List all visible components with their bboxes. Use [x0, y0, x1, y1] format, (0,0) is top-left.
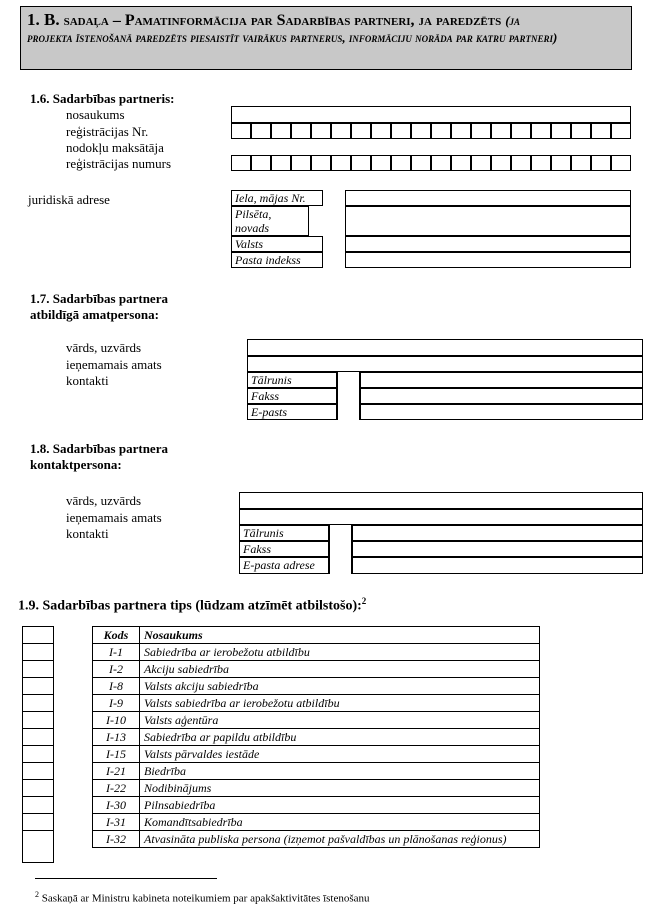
type-code: I-31 [93, 814, 140, 831]
digit-cell[interactable] [511, 123, 531, 139]
addr-country-field[interactable] [345, 236, 631, 252]
addr-postal-field[interactable] [345, 252, 631, 268]
type-name: Valsts pārvaldes iestāde [140, 746, 540, 763]
digit-cell[interactable] [331, 155, 351, 171]
s18-fields[interactable] [239, 492, 643, 525]
type-code: I-13 [93, 729, 140, 746]
type-checkbox[interactable] [23, 797, 54, 814]
footnote [35, 890, 370, 905]
addr-city-label: Pilsēta, novads [231, 206, 309, 236]
digit-cell[interactable] [371, 155, 391, 171]
s16-tax-label-1: nodokļu maksātāja [66, 140, 164, 155]
s18-fax-field[interactable] [352, 541, 643, 557]
digit-cell[interactable] [511, 155, 531, 171]
type-code: I-15 [93, 746, 140, 763]
digit-cell[interactable] [471, 155, 491, 171]
type-checkbox[interactable] [23, 746, 54, 763]
digit-cell[interactable] [271, 155, 291, 171]
table-row [93, 797, 540, 814]
digit-cell[interactable] [231, 155, 251, 171]
s18-phone-label: Tālrunis [239, 525, 329, 541]
digit-cell[interactable] [371, 123, 391, 139]
addr-country-label: Valsts [231, 236, 323, 252]
s17-phone-label: Tālrunis [247, 372, 337, 388]
type-name: Biedrība [140, 763, 540, 780]
addr-street-label: Iela, mājas Nr. [231, 190, 323, 206]
digit-cell[interactable] [291, 155, 311, 171]
table-row [93, 661, 540, 678]
addr-street-field[interactable] [345, 190, 631, 206]
s18-position-label: ieņemamais amats [66, 510, 162, 525]
s17-email-label: E-pasts [247, 404, 337, 420]
type-checkbox[interactable] [23, 729, 54, 746]
s17-phone-field[interactable] [360, 372, 643, 388]
digit-cell[interactable] [611, 155, 631, 171]
s17-email-field[interactable] [360, 404, 643, 420]
digit-cell[interactable] [531, 123, 551, 139]
type-name: Pilnsabiedrība [140, 797, 540, 814]
col-name-header: Nosaukums [140, 627, 540, 644]
digit-cell[interactable] [391, 123, 411, 139]
s17-fax-field[interactable] [360, 388, 643, 404]
s18-contacts-label: kontakti [66, 526, 109, 541]
table-row [93, 712, 540, 729]
s19-title [18, 593, 366, 615]
s17-spacer [337, 372, 360, 420]
type-code: I-2 [93, 661, 140, 678]
type-checkbox[interactable] [23, 644, 54, 661]
digit-cell[interactable] [331, 123, 351, 139]
col-code-header: Kods [93, 627, 140, 644]
type-name: Valsts aģentūra [140, 712, 540, 729]
digit-cell[interactable] [551, 123, 571, 139]
table-row [93, 780, 540, 797]
table-row [93, 644, 540, 661]
type-checkbox[interactable] [23, 712, 54, 729]
digit-cell[interactable] [311, 155, 331, 171]
s17-contacts-label: kontakti [66, 373, 109, 388]
footnote-mark: 2 [35, 890, 39, 899]
type-checkbox[interactable] [23, 678, 54, 695]
s17-title-1: 1.7. Sadarbības partnera [30, 291, 168, 306]
s18-email-label: E-pasta adrese [239, 557, 329, 574]
section-note: projekta īstenošanā paredzēts piesaistīt vairākus partnerus, informāciju norāda par katru partneri) [27, 30, 558, 45]
table-row [93, 831, 540, 848]
s18-spacer [329, 525, 352, 574]
s17-name-field[interactable] [247, 339, 643, 356]
s17-position-label: ieņemamais amats [66, 357, 162, 372]
s16-title: 1.6. Sadarbības partneris: [30, 91, 175, 106]
digit-cell[interactable] [611, 123, 631, 139]
digit-cell[interactable] [411, 155, 431, 171]
s18-position-field[interactable] [239, 509, 643, 525]
type-code: I-10 [93, 712, 140, 729]
s16-address-inputs[interactable] [345, 190, 631, 268]
type-name: Akciju sabiedrība [140, 661, 540, 678]
digit-cell[interactable] [451, 123, 471, 139]
digit-cell[interactable] [471, 123, 491, 139]
s16-address-labels [231, 190, 323, 268]
s18-fax-label: Fakss [239, 541, 329, 557]
type-name: Valsts akciju sabiedrība [140, 678, 540, 695]
digit-cell[interactable] [411, 123, 431, 139]
addr-city-field[interactable] [345, 206, 631, 236]
type-code: I-21 [93, 763, 140, 780]
digit-cell[interactable] [591, 123, 611, 139]
type-code: I-30 [93, 797, 140, 814]
footnote-text: Saskaņā ar Ministru kabineta noteikumiem par apakšaktivitātes īstenošanu [41, 892, 370, 905]
digit-cell[interactable] [451, 155, 471, 171]
digit-cell[interactable] [351, 155, 371, 171]
digit-cell[interactable] [431, 123, 451, 139]
type-checkbox[interactable] [23, 763, 54, 780]
digit-cell[interactable] [231, 123, 251, 139]
s16-reg-cells[interactable] [231, 123, 631, 139]
type-name: Nodibinājums [140, 780, 540, 797]
digit-cell[interactable] [311, 123, 331, 139]
type-code: I-9 [93, 695, 140, 712]
digit-cell[interactable] [351, 123, 371, 139]
table-row [93, 746, 540, 763]
s19-checkbox-column[interactable] [22, 626, 54, 863]
s18-name-label: vārds, uzvārds [66, 493, 142, 508]
s18-email-field[interactable] [352, 557, 643, 574]
s17-contact-inputs[interactable] [360, 372, 643, 420]
s18-phone-field[interactable] [352, 525, 643, 541]
s16-name-label: nosaukums [66, 107, 125, 122]
digit-cell[interactable] [491, 155, 511, 171]
type-code: I-8 [93, 678, 140, 695]
s18-contact-inputs[interactable] [352, 525, 643, 574]
s19-title-text: 1.9. Sadarbības partnera tips (lūdzam atzīmēt atbilstošo): [18, 598, 362, 614]
s17-title-2: atbildīgā amatpersona: [30, 307, 159, 322]
type-name: Sabiedrība ar papildu atbildību [140, 729, 540, 746]
s19-type-table [92, 626, 540, 848]
s16-address-label: juridiskā adrese [28, 192, 110, 207]
section-header [20, 6, 632, 70]
s17-fax-label: Fakss [247, 388, 337, 404]
table-row [93, 678, 540, 695]
type-code: I-32 [93, 831, 140, 848]
addr-postal-label: Pasta indekss [231, 252, 323, 268]
s19-footnote-ref: 2 [361, 596, 367, 606]
digit-cell[interactable] [291, 123, 311, 139]
digit-cell[interactable] [251, 123, 271, 139]
table-row [93, 814, 540, 831]
digit-cell[interactable] [531, 155, 551, 171]
digit-cell[interactable] [551, 155, 571, 171]
s16-tax-cells[interactable] [231, 155, 631, 171]
digit-cell[interactable] [591, 155, 611, 171]
s18-title-2: kontaktpersona: [30, 457, 122, 472]
s17-name-label: vārds, uzvārds [66, 340, 142, 355]
type-checkbox[interactable] [23, 661, 54, 678]
digit-cell[interactable] [391, 155, 411, 171]
section-title: sadaļa – Pamatinformācija par Sadarbības partneri, ja paredzēts [63, 12, 502, 29]
table-row [93, 763, 540, 780]
digit-cell[interactable] [571, 155, 591, 171]
type-code: I-1 [93, 644, 140, 661]
type-checkbox[interactable] [23, 831, 54, 863]
table-row [93, 729, 540, 746]
type-name: Atvasināta publiska persona (izņemot pašvaldības un plānošanas reģionus) [140, 831, 540, 848]
type-checkbox[interactable] [23, 780, 54, 797]
section-number: 1. B. [27, 10, 60, 29]
type-checkbox[interactable] [23, 814, 54, 831]
footnote-divider [35, 878, 217, 879]
type-code: I-22 [93, 780, 140, 797]
digit-cell[interactable] [571, 123, 591, 139]
type-name: Sabiedrība ar ierobežotu atbildību [140, 644, 540, 661]
digit-cell[interactable] [271, 123, 291, 139]
s17-contact-labels [247, 372, 337, 420]
s18-title-1: 1.8. Sadarbības partnera [30, 441, 168, 456]
table-row [93, 695, 540, 712]
s16-reg-label: reģistrācijas Nr. [66, 124, 149, 139]
s16-name-field[interactable] [231, 106, 631, 123]
digit-cell[interactable] [251, 155, 271, 171]
checkbox-header-cell [23, 627, 54, 644]
type-checkbox[interactable] [23, 695, 54, 712]
section-note-start: (ja [505, 13, 521, 28]
table-header-row [93, 627, 540, 644]
s17-position-field[interactable] [247, 356, 643, 372]
digit-cell[interactable] [431, 155, 451, 171]
s16-tax-label-2: reģistrācijas numurs [66, 156, 172, 171]
s18-name-field[interactable] [239, 492, 643, 509]
type-name: Komandītsabiedrība [140, 814, 540, 831]
s18-contact-labels [239, 525, 329, 574]
digit-cell[interactable] [491, 123, 511, 139]
s17-fields[interactable] [247, 339, 643, 372]
type-name: Valsts sabiedrība ar ierobežotu atbildību [140, 695, 540, 712]
